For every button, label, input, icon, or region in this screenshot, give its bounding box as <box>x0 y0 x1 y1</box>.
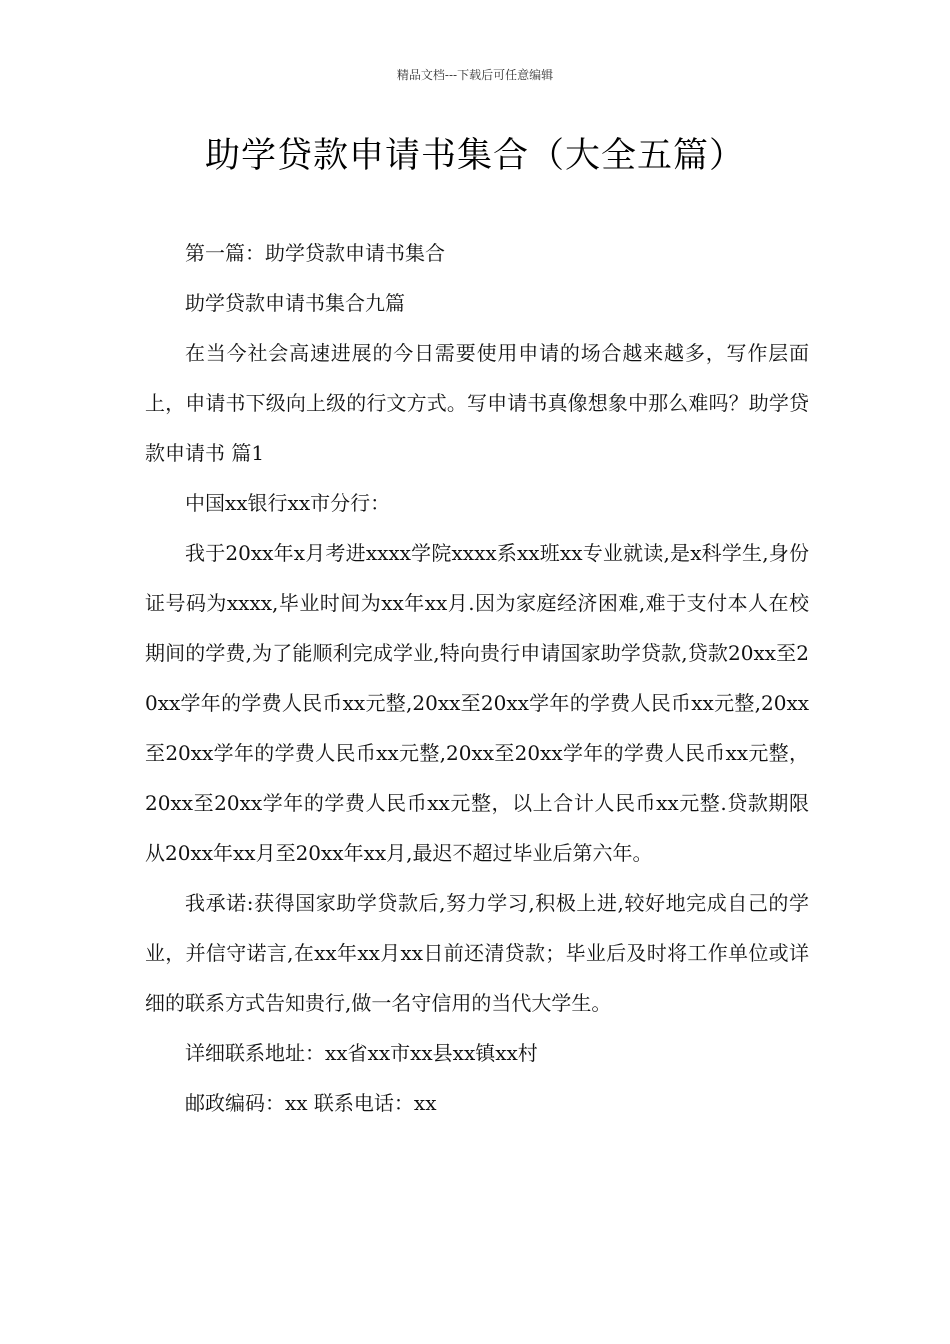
paragraph: 我承诺:获得国家助学贷款后,努力学习,积极上进,较好地完成自己的学业，并信守诺言,在xx年xx月xx日前还清贷款；毕业后及时将工作单位或详细的联系方式告知贵行,做一名守信用的当代大学生。 <box>145 891 809 1015</box>
page-header: 精品文档---下载后可任意编辑 <box>396 68 554 82</box>
paragraph: 助学贷款申请书集合九篇 <box>185 291 405 315</box>
document-title: 助学贷款申请书集合（大全五篇） <box>204 136 745 176</box>
paragraph: 在当今社会高速进展的今日需要使用申请的场合越来越多，写作层面上，申请书下级向上级的行文方式。写申请书真像想象中那么难吗？助学贷款申请书 篇1 <box>145 341 809 465</box>
paragraph: 第一篇：助学贷款申请书集合 <box>185 241 445 265</box>
paragraph: 我于20xx年x月考进xxxx学院xxxx系xx班xx专业就读,是x科学生,身份证号码为xxxx,毕业时间为xx年xx月.因为家庭经济困难,难于支付本人在校期间的学费,为了能顺利完成学业,特向贵行申请国家助学贷款,贷款20xx至20xx学年的学费人民币xx元整,20xx至20xx学年的学费人民币xx元整,20xx至20xx学年的学费人民币xx元整,20xx至20xx学年的学费人民币xx元整，20xx至20xx学年的学费人民币xx元整，以上合计人民币xx元整.贷款期限从20xx年xx月至20xx年xx月,最迟不超过毕业后第六年。 <box>145 541 809 865</box>
paragraph: 详细联系地址：xx省xx市xx县xx镇xx村 <box>185 1041 538 1065</box>
paragraph: 中国xx银行xx市分行： <box>185 491 391 515</box>
document-body <box>145 228 809 1128</box>
paragraph: 邮政编码：xx 联系电话：xx <box>185 1091 437 1115</box>
